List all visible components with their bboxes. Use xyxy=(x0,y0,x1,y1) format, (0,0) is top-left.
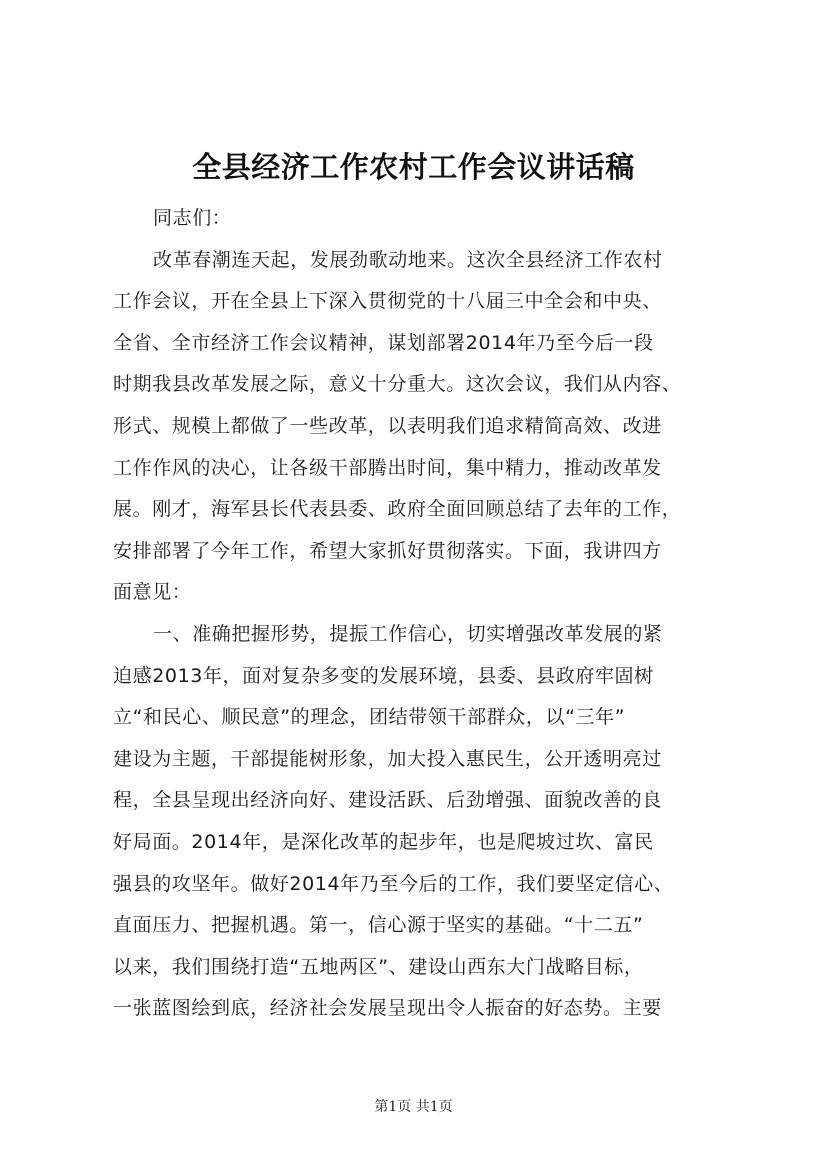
document-body xyxy=(113,198,741,1030)
text-line: 迫感2013年，面对复杂多变的发展环境，县委、县政府牢固树 xyxy=(113,664,654,687)
text-line: 时期我县改革发展之际，意义十分重大。这次会议，我们从内容、 xyxy=(113,373,682,396)
text-line: 立“和民心、顺民意”的理念，团结带领干部群众，以“三年” xyxy=(113,706,626,729)
text-line: 工作作风的决心，让各级干部腾出时间，集中精力，推动改革发 xyxy=(113,456,662,479)
document-title: 全县经济工作农村工作会议讲话稿 xyxy=(192,150,635,184)
text-line: 一张蓝图绘到底，经济社会发展呈现出令人振奋的好态势。主要 xyxy=(113,997,662,1020)
text-line: 全省、全市经济工作会议精神，谋划部署2014年乃至今后一段 xyxy=(113,331,654,354)
text-line: 形式、规模上都做了一些改革，以表明我们追求精简高效、改进 xyxy=(113,414,662,437)
text-line: 直面压力、把握机遇。第一，信心源于坚实的基础。“十二五” xyxy=(113,914,644,937)
text-line: 一、准确把握形势，提振工作信心，切实增强改革发展的紧 xyxy=(153,622,663,645)
text-line: 程，全县呈现出经济向好、建设活跃、后劲增强、面貌改善的良 xyxy=(113,789,662,812)
page-footer: 第1页 共1页 xyxy=(374,1099,453,1115)
text-line: 面意见： xyxy=(113,581,192,604)
text-line: 建设为主题，干部提能树形象，加大投入惠民生，公开透明亮过 xyxy=(113,747,662,770)
salutation-line: 同志们： xyxy=(153,207,232,229)
text-line: 展。刚才，海军县长代表县委、政府全面回顾总结了去年的工作， xyxy=(113,498,682,521)
text-line: 以来，我们围绕打造“五地两区”、建设山西东大门战略目标， xyxy=(113,955,644,978)
text-line: 好局面。2014年，是深化改革的起步年，也是爬坡过坎、富民 xyxy=(113,830,654,853)
text-line: 强县的攻坚年。做好2014年乃至今后的工作，我们要坚定信心、 xyxy=(113,872,674,895)
text-line: 工作会议，开在全县上下深入贯彻党的十八届三中全会和中央、 xyxy=(113,290,662,313)
text-line: 改革春潮连天起，发展劲歌动地来。这次全县经济工作农村 xyxy=(153,248,663,271)
text-line: 安排部署了今年工作，希望大家抓好贯彻落实。下面，我讲四方 xyxy=(113,539,662,562)
